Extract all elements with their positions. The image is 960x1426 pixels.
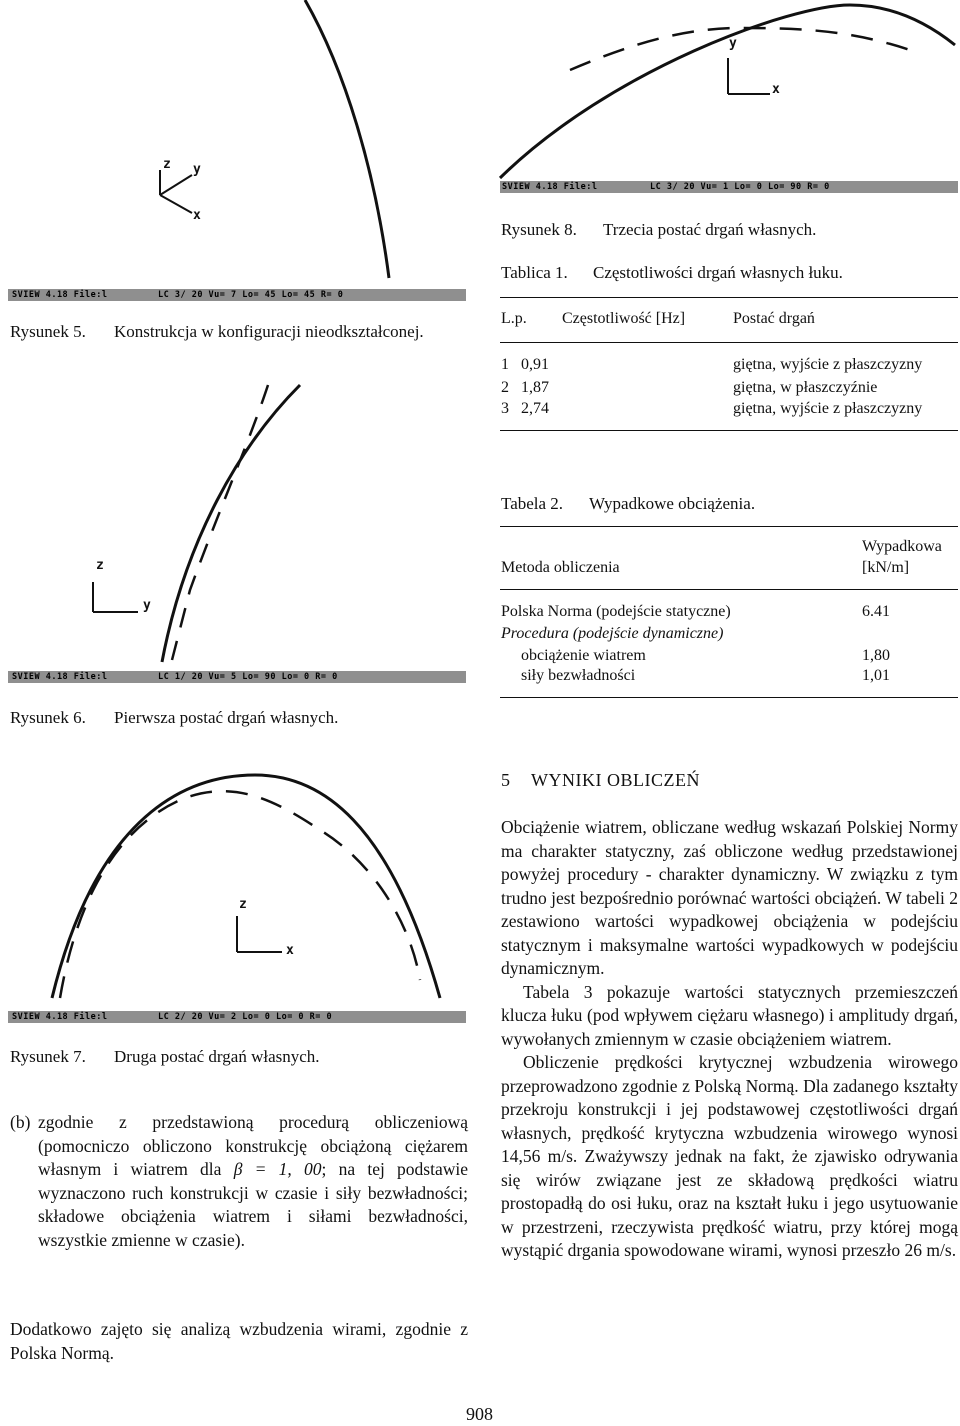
fig7-bar-right: LC 2/ 20 Vu= 2 Lo= 0 Lo= 0 R= 0 — [158, 1012, 333, 1022]
figure-caption-text: Druga postać drgań własnych. — [114, 1047, 320, 1066]
table-row — [501, 647, 959, 669]
cell-freq: 0,91 — [521, 356, 549, 373]
table-1-rule-top — [500, 297, 958, 298]
paragraph-1: Obciążenie wiatrem, obliczane według wskazań Polskiej Normy ma charakter statyczny, zaś obliczone według przedstawionej powyżej procedury - charakter dynamiczny. W związku z tym trudno jest bezpośrednio porównać wartości obciążeń. W tabeli 2 zestawiono wartości wypadkowej obciążenia w podejściu statycznym i maksymalne wartości wypadkowych w podejściu dynamicznym. — [501, 817, 958, 978]
paragraph-2: Tabela 3 pokazuje wartości statycznych przemieszczeń klucza łuku (pod wpływem ciężaru własnego) i amplitudy drgań, wywołanych zmiennym w czasie obciążeniem wiatrem. — [501, 981, 958, 1049]
axis-x-line — [160, 195, 192, 213]
cell-method: Procedura (podejście dynamiczne) — [501, 625, 724, 642]
table-1-rule-mid — [500, 342, 958, 343]
section-body — [501, 816, 958, 1263]
table-row — [501, 400, 959, 422]
table-number: Tabela 2. — [501, 494, 564, 513]
math-expression: β = 1, 00 — [233, 1159, 322, 1179]
section-heading — [501, 770, 700, 791]
cell-mode: giętna, wyjście z płaszczyzny — [733, 356, 923, 373]
cell-lp: 3 — [501, 400, 509, 417]
cell-mode: giętna, wyjście z płaszczyzny — [733, 400, 923, 417]
table-row — [501, 379, 959, 401]
table-2-rule-top — [500, 526, 958, 527]
table-number: Tablica 1. — [501, 263, 568, 282]
figure-6-drawing — [0, 380, 470, 680]
fig7-bar-left: SVIEW 4.18 File:l — [12, 1012, 108, 1022]
figure-7-drawing — [0, 760, 470, 1020]
fig8-status-bar — [500, 181, 958, 193]
list-item-b — [10, 1111, 468, 1252]
table-2-rule-bottom — [500, 697, 958, 698]
list-item-text: zgodnie z przedstawioną procedurą obliczeniową (pomocniczo obliczono konstrukcję obciążoną ciężarem własnym i wiatrem dla — [38, 1112, 468, 1179]
figure-number: Rysunek 8. — [501, 220, 577, 239]
fig8-axis-y: y — [729, 36, 737, 51]
fig8-axis-x: x — [772, 82, 780, 97]
figure-caption-text: Pierwsza postać drgań własnych. — [114, 708, 339, 727]
arch-mode-3 — [570, 28, 910, 70]
fig7-status-bar — [8, 1011, 466, 1023]
section-title: WYNIKI OBLICZEŃ — [531, 770, 700, 790]
figure-5-caption — [10, 322, 424, 342]
cell-method: Polska Norma (podejście statyczne) — [501, 603, 731, 620]
table-1-caption — [501, 263, 843, 283]
fig5-axis-x: x — [193, 208, 201, 223]
cell-mode: giętna, w płaszczyźnie — [733, 379, 878, 396]
cell-method: siły bezwładności — [521, 667, 636, 684]
table-1-rule-bottom — [500, 430, 958, 431]
table-1-header-freq: Częstotliwość [Hz] — [562, 310, 686, 327]
table-1-header-mode: Postać drgań — [733, 310, 815, 327]
fig8-bar-right: LC 3/ 20 Vu= 1 Lo= 0 Lo= 90 R= 0 — [650, 182, 830, 192]
arch-mode-2 — [60, 791, 420, 998]
cell-lp: 2 — [501, 379, 509, 396]
table-row — [501, 356, 959, 378]
table-title: Częstotliwości drgań własnych łuku. — [593, 263, 843, 282]
fig6-axis-z: z — [96, 558, 104, 573]
fig7-axis-x: x — [286, 943, 294, 958]
table-2-header-value-1: Wypadkowa — [862, 538, 942, 555]
figure-number: Rysunek 7. — [10, 1047, 86, 1066]
paragraph-3: Obliczenie prędkości krytycznej wzbudzenia wirowego przeprowadzono zgodnie z Polską Normą. Dla zadanego kształty przekroju konstrukcji i jej podstawowej częstotliwości drgań własnych, prędkość krytyczna wzbudzenia wirowego wynosi 14,56 m/s. Zważywszy jednak na fakt, że zjawisko odrywania się wirów związane jest ze składową prędkości wiatru prostopadłą do osi łuku, oraz na kształt łuku i jego usytuowanie w przestrzeni, rzeczywista prędkość wiatru, przy której mogą wystąpić drgania spowodowane wirami, wynosi przeszło 26 m/s. — [501, 1052, 958, 1260]
page-number: 908 — [466, 1404, 493, 1424]
list-item-body — [38, 1111, 468, 1252]
fig5-axis-z: z — [163, 157, 171, 172]
list-item-text-2: ; na tej podstawie wyznaczono ruch konstrukcji w czasie i siły bezwładności; składowe obciążenia wiatrem i siłami bezwładności, wszystkie zmienne w czasie). — [38, 1159, 469, 1250]
list-item-label: (b) — [10, 1112, 31, 1132]
fig7-axis-z: z — [239, 897, 247, 912]
axis-y-line — [160, 175, 192, 195]
fig5-axis-y: y — [193, 162, 201, 177]
arch-undeformed — [52, 775, 440, 998]
table-2-header-method: Metoda obliczenia — [501, 559, 620, 576]
figure-caption-text: Konstrukcja w konfiguracji nieodkształconej. — [114, 322, 424, 341]
cell-freq: 2,74 — [521, 400, 549, 417]
section-number: 5 — [501, 770, 511, 790]
fig6-bar-right: LC 1/ 20 Vu= 5 Lo= 90 Lo= 0 R= 0 — [158, 672, 338, 682]
fig5-bar-left: SVIEW 4.18 File:l — [12, 290, 108, 300]
cell-value: 1,01 — [862, 667, 890, 684]
fig6-bar-left: SVIEW 4.18 File:l — [12, 672, 108, 682]
table-row — [501, 625, 959, 647]
paragraph-vortex: Dodatkowo zajęto się analizą wzbudzenia wirami, zgodnie z Polska Normą. — [10, 1319, 468, 1363]
table-1-header-lp: L.p. — [501, 310, 527, 327]
figure-number: Rysunek 6. — [10, 708, 86, 727]
figure-6-caption — [10, 708, 338, 728]
figure-number: Rysunek 5. — [10, 322, 86, 341]
cell-method: obciążenie wiatrem — [521, 647, 646, 664]
figure-7-caption — [10, 1047, 320, 1067]
figure-caption-text: Trzecia postać drgań własnych. — [603, 220, 817, 239]
cell-freq: 1,87 — [521, 379, 549, 396]
cell-lp: 1 — [501, 356, 509, 373]
cell-value: 1,80 — [862, 647, 890, 664]
arch-mode-1 — [172, 385, 268, 660]
table-row — [501, 603, 959, 625]
arch-undeformed — [305, 0, 389, 278]
figure-8-caption — [501, 220, 816, 240]
figure-8-drawing — [490, 0, 960, 180]
fig6-axis-y: y — [143, 598, 151, 613]
table-2-header-value-2: [kN/m] — [862, 559, 910, 576]
fig5-bar-right: LC 3/ 20 Vu= 7 Lo= 45 Lo= 45 R= 0 — [158, 290, 344, 300]
cell-value: 6.41 — [862, 603, 890, 620]
table-2-caption — [501, 494, 755, 514]
figure-5-drawing — [0, 0, 470, 280]
fig5-status-bar — [8, 289, 466, 301]
table-title: Wypadkowe obciążenia. — [589, 494, 756, 513]
fig8-bar-left: SVIEW 4.18 File:l — [502, 182, 598, 192]
fig6-status-bar — [8, 671, 466, 683]
table-2-rule-mid — [500, 589, 958, 590]
table-row — [501, 667, 959, 689]
